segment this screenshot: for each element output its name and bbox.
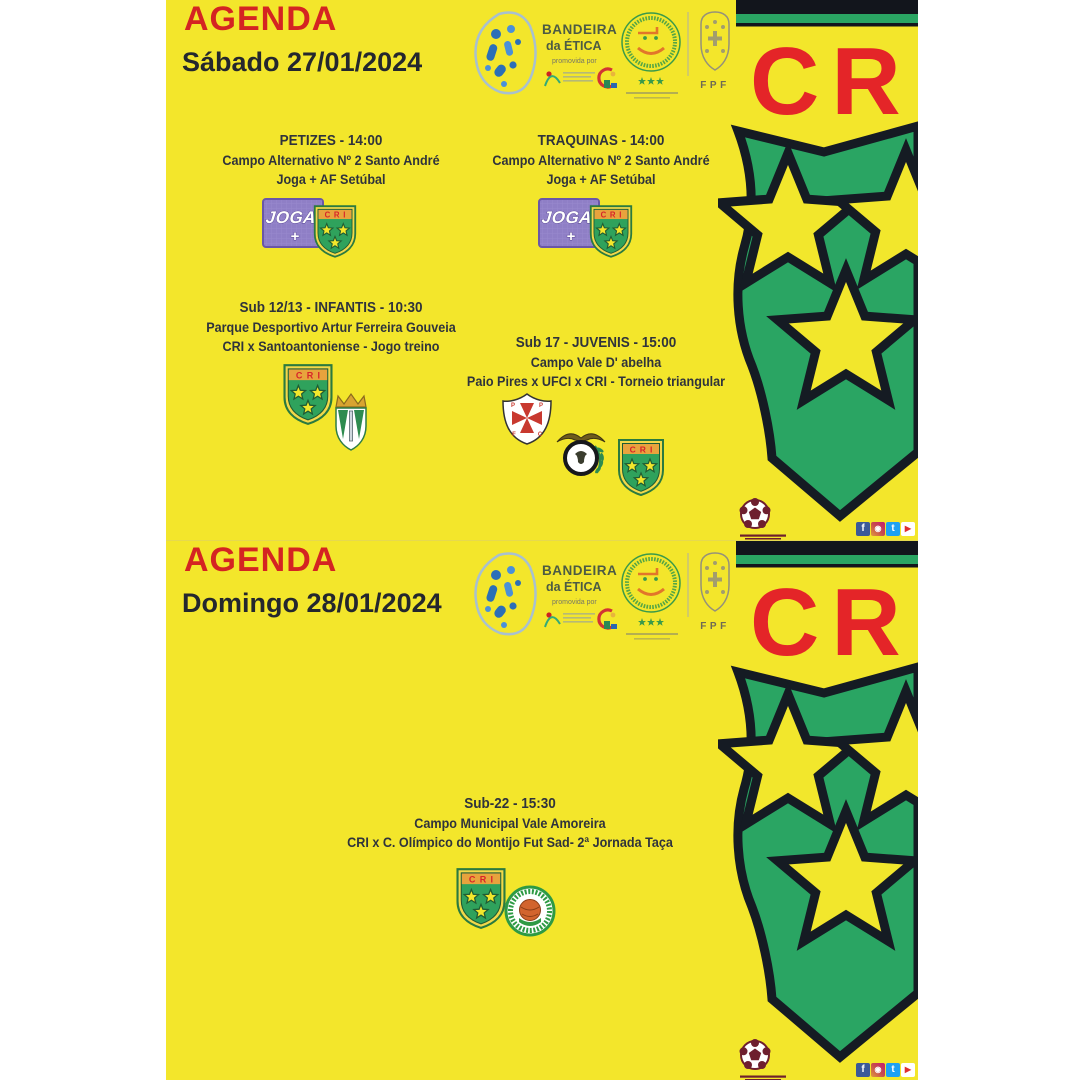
agenda-heading: AGENDA — [184, 541, 338, 579]
match-sub22 — [300, 794, 720, 852]
paio-pires-badge — [501, 392, 553, 446]
cri-badge — [588, 202, 634, 260]
cri-badge — [281, 362, 335, 426]
youtube-icon[interactable]: ▶ — [901, 522, 915, 536]
match-title: Sub 12/13 - INFANTIS - 10:30 — [239, 299, 423, 316]
match-venue: Campo Alternativo Nº 2 Santo André — [222, 152, 440, 168]
match-petizes — [186, 131, 476, 189]
header-logos — [466, 4, 756, 109]
match-title: Sub 17 - JUVENIS - 15:00 — [515, 334, 677, 351]
twitter-icon[interactable]: t — [886, 1063, 900, 1077]
instagram-icon[interactable]: ◉ — [871, 1063, 885, 1077]
youtube-icon[interactable]: ▶ — [901, 1063, 915, 1077]
match-teams: Joga + AF Setúbal — [546, 171, 656, 187]
olimpico-montijo-badge — [504, 885, 556, 937]
match-teams: Joga + AF Setúbal — [276, 171, 386, 187]
match-venue: Campo Municipal Vale Amoreira — [414, 815, 606, 831]
match-title: TRAQUINAS - 14:00 — [537, 132, 665, 149]
match-teams: CRI x Santoantoniense - Jogo treino — [222, 338, 440, 354]
match-venue: Parque Desportivo Artur Ferreira Gouveia — [206, 319, 456, 335]
agenda-date: Domingo 28/01/2024 — [182, 588, 442, 618]
cri-crest-large — [718, 541, 918, 1080]
social-icons — [856, 522, 915, 536]
match-juvenis — [436, 333, 756, 391]
match-venue: Campo Alternativo Nº 2 Santo André — [492, 152, 710, 168]
facebook-icon[interactable]: f — [856, 1063, 870, 1077]
cri-badge — [312, 202, 358, 260]
match-teams: Paio Pires x UFCI x CRI - Torneio triangular — [466, 373, 726, 389]
agenda-date: Sábado 27/01/2024 — [182, 47, 423, 77]
social-icons — [856, 1063, 915, 1077]
instagram-icon[interactable]: ◉ — [871, 522, 885, 536]
cri-badge — [454, 866, 508, 930]
match-title: Sub-22 - 15:30 — [464, 795, 556, 812]
santoantoniense-badge — [328, 392, 374, 452]
flyer-saturday — [166, 0, 918, 540]
facebook-icon[interactable]: f — [856, 522, 870, 536]
agenda-heading: AGENDA — [184, 0, 338, 38]
flyer-sunday — [166, 540, 918, 1080]
cri-badge — [616, 436, 666, 498]
header-logos — [466, 545, 756, 650]
match-teams: CRI x C. Olímpico do Montijo Fut Sad- 2ª Jornada Taça — [347, 834, 673, 850]
match-title: PETIZES - 14:00 — [279, 132, 383, 149]
match-venue: Campo Vale D' abelha — [530, 354, 662, 370]
cri-crest-large — [718, 0, 918, 540]
twitter-icon[interactable]: t — [886, 522, 900, 536]
ufci-badge — [551, 426, 611, 480]
match-traquinas — [456, 131, 746, 189]
